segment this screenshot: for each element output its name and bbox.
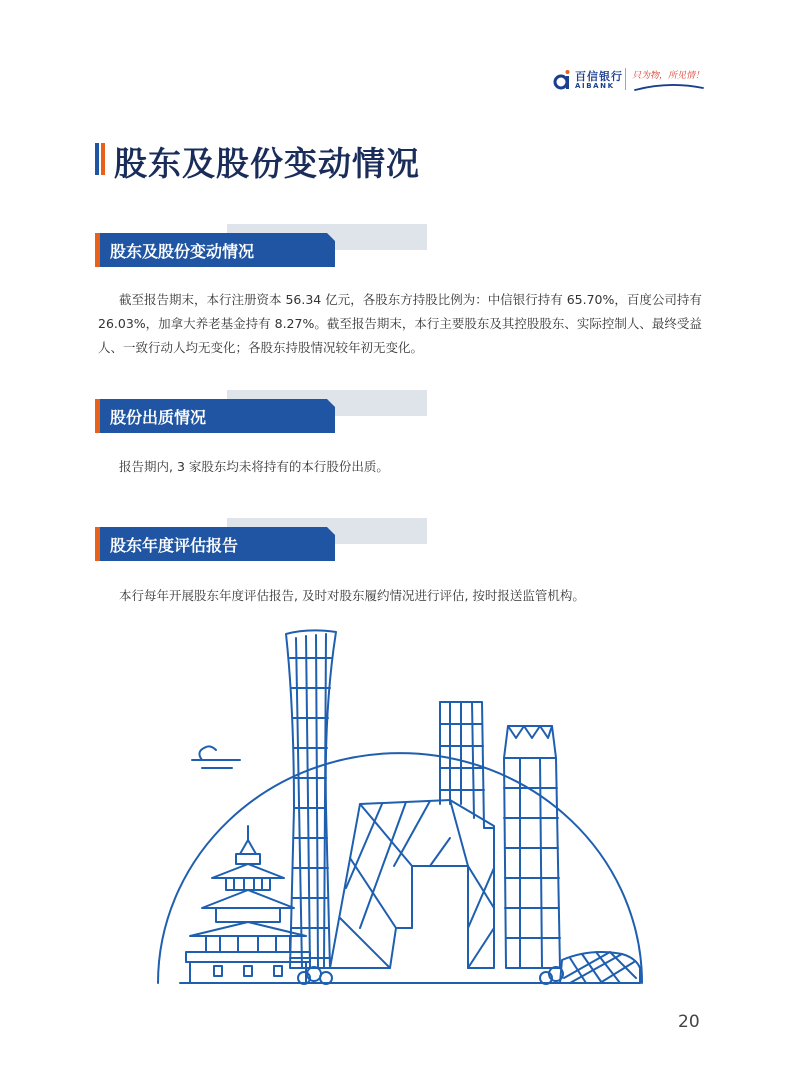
logo-divider bbox=[625, 68, 626, 90]
section-heading-text: 股东及股份变动情况 bbox=[110, 242, 255, 261]
section-heading-text: 股份出质情况 bbox=[110, 408, 207, 427]
aibank-logo bbox=[553, 62, 703, 102]
page-title: 股东及股份变动情况 bbox=[114, 144, 420, 183]
section-body-shareholders: 截至报告期末，本行注册资本 56.34 亿元，各股东方持股比例为：中信银行持有 65.70%，百度公司持有 26.03%，加拿大养老基金持有 8.27%。截至报告期末，本行主要股东及其控股股东、实际控制人、最终受益人、一致行动人均无变化；各股东持股情况较年初无变化。 bbox=[98, 292, 702, 355]
section-heading-shareholders bbox=[95, 233, 335, 267]
title-accent-blue bbox=[95, 143, 99, 175]
section-body-pledge: 报告期内, 3 家股东均未将持有的本行股份出质。 bbox=[119, 459, 389, 474]
section-heading-evaluation bbox=[95, 527, 335, 561]
page-number: 20 bbox=[678, 1012, 700, 1032]
logo-slogan: 只为物，所见情！ bbox=[632, 71, 705, 81]
section-heading-pledge bbox=[95, 399, 335, 433]
logo-name: 百信银行 bbox=[575, 70, 623, 83]
slogan-swoosh-icon bbox=[633, 79, 705, 93]
aibank-logo-icon bbox=[553, 69, 571, 91]
section-body-evaluation: 本行每年开展股东年度评估报告, 及时对股东履约情况进行评估, 按时报送监管机构。 bbox=[119, 588, 585, 603]
logo-en: AIBANK bbox=[575, 82, 615, 90]
beijing-skyline-illustration bbox=[150, 628, 650, 1000]
title-accent-orange bbox=[101, 143, 105, 175]
section-heading-text: 股东年度评估报告 bbox=[110, 536, 239, 555]
